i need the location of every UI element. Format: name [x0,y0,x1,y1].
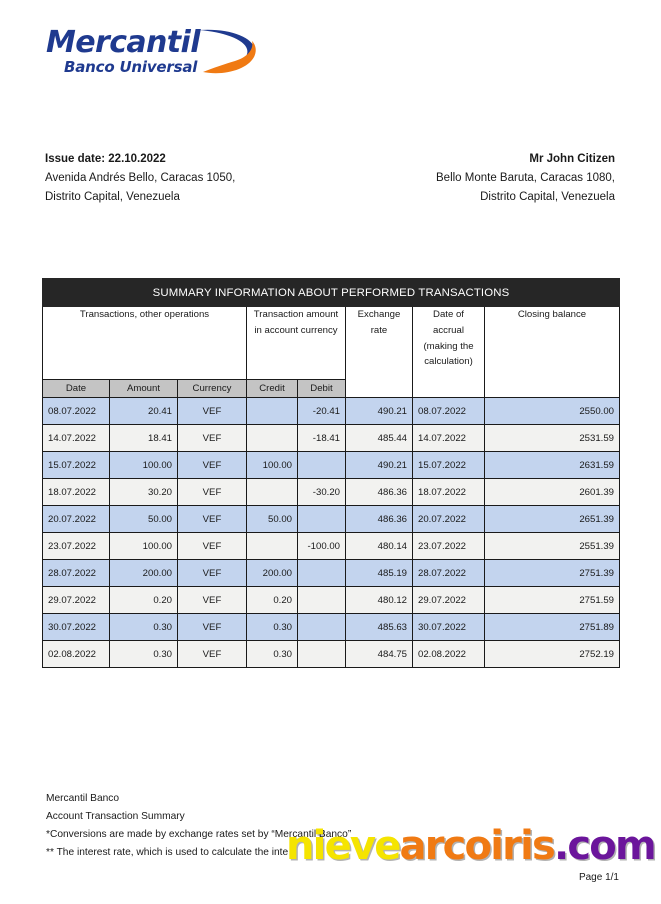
cell-credit: 100.00 [247,452,298,479]
recipient-name: Mr John Citizen [529,153,615,165]
cell-date-of-accrual: 14.07.2022 [413,425,485,452]
watermark-part-3: .com [554,823,655,869]
footer-note-interest-rate: ** The interest rate, which is used to calculate the inte [46,847,289,859]
issuer-address-line-1: Avenida Andrés Bello, Caracas 1050, [45,171,236,184]
cell-credit [247,398,298,425]
table-group-header-row [43,307,620,380]
recipient-address-line-2: Distrito Capital, Venezuela [480,190,615,203]
cell-date: 20.07.2022 [43,506,110,533]
table-row [43,533,620,560]
cell-currency: VEF [178,560,247,587]
cell-exchange-rate: 485.63 [346,614,413,641]
cell-debit: -18.41 [298,425,346,452]
cell-closing-balance: 2601.39 [485,479,620,506]
column-header-debit: Debit [298,380,346,398]
cell-date: 14.07.2022 [43,425,110,452]
recipient-address-line-1: Bello Monte Baruta, Caracas 1080, [436,171,615,184]
cell-debit: -100.00 [298,533,346,560]
cell-currency: VEF [178,479,247,506]
cell-date: 02.08.2022 [43,641,110,668]
cell-date-of-accrual: 20.07.2022 [413,506,485,533]
cell-closing-balance: 2751.39 [485,560,620,587]
cell-closing-balance: 2651.39 [485,506,620,533]
table-row [43,506,620,533]
cell-amount: 100.00 [110,533,178,560]
cell-debit: -30.20 [298,479,346,506]
cell-amount: 20.41 [110,398,178,425]
cell-currency: VEF [178,641,247,668]
cell-amount: 50.00 [110,506,178,533]
cell-closing-balance: 2752.19 [485,641,620,668]
footer-notes [46,790,606,863]
cell-date-of-accrual: 02.08.2022 [413,641,485,668]
cell-date-of-accrual: 30.07.2022 [413,614,485,641]
cell-date: 28.07.2022 [43,560,110,587]
cell-credit [247,533,298,560]
cell-currency: VEF [178,506,247,533]
cell-exchange-rate: 484.75 [346,641,413,668]
logo-subtext: Banco Universal [64,58,198,76]
cell-date: 08.07.2022 [43,398,110,425]
cell-credit: 0.30 [247,614,298,641]
table-row [43,398,620,425]
group-header-amount-account-currency: Transaction amount in account currency [247,307,346,380]
cell-date: 15.07.2022 [43,452,110,479]
cell-date-of-accrual: 08.07.2022 [413,398,485,425]
logo-swoosh-icon [197,26,261,78]
cell-credit: 0.30 [247,641,298,668]
cell-exchange-rate: 486.36 [346,506,413,533]
cell-exchange-rate: 480.14 [346,533,413,560]
issue-date: Issue date: 22.10.2022 [45,153,166,165]
cell-debit [298,614,346,641]
cell-exchange-rate: 490.21 [346,452,413,479]
cell-exchange-rate: 486.36 [346,479,413,506]
cell-currency: VEF [178,398,247,425]
column-header-credit: Credit [247,380,298,398]
footer-note-conversions: *Conversions are made by exchange rates set by “Mercantil Banco” [46,829,352,841]
cell-amount: 200.00 [110,560,178,587]
cell-credit: 0.20 [247,587,298,614]
cell-debit [298,452,346,479]
cell-date: 30.07.2022 [43,614,110,641]
cell-amount: 0.20 [110,587,178,614]
cell-date: 18.07.2022 [43,479,110,506]
cell-amount: 0.30 [110,641,178,668]
cell-debit: -20.41 [298,398,346,425]
recipient-block [436,150,615,207]
cell-closing-balance: 2631.59 [485,452,620,479]
cell-closing-balance: 2531.59 [485,425,620,452]
cell-exchange-rate: 485.44 [346,425,413,452]
cell-exchange-rate: 490.21 [346,398,413,425]
group-header-transactions: Transactions, other operations [43,307,247,380]
table-banner-row [43,279,620,307]
table-row [43,425,620,452]
cell-closing-balance: 2551.39 [485,533,620,560]
cell-credit [247,425,298,452]
cell-currency: VEF [178,614,247,641]
cell-currency: VEF [178,533,247,560]
table-row [43,560,620,587]
cell-credit: 50.00 [247,506,298,533]
table-row [43,614,620,641]
cell-date-of-accrual: 15.07.2022 [413,452,485,479]
cell-date-of-accrual: 23.07.2022 [413,533,485,560]
cell-currency: VEF [178,425,247,452]
bank-logo [46,25,296,90]
cell-amount: 18.41 [110,425,178,452]
table-row [43,479,620,506]
cell-date-of-accrual: 28.07.2022 [413,560,485,587]
column-header-date: Date [43,380,110,398]
cell-amount: 100.00 [110,452,178,479]
watermark-part-2: arcoiris [399,823,554,869]
transactions-table [42,278,620,668]
issuer-block [45,150,235,207]
cell-closing-balance: 2550.00 [485,398,620,425]
cell-debit [298,587,346,614]
transactions-table-body [43,398,620,668]
cell-date: 29.07.2022 [43,587,110,614]
cell-date: 23.07.2022 [43,533,110,560]
cell-currency: VEF [178,587,247,614]
cell-closing-balance: 2751.89 [485,614,620,641]
cell-exchange-rate: 480.12 [346,587,413,614]
cell-debit [298,560,346,587]
column-header-closing-balance: Closing balance [485,307,620,398]
table-row [43,452,620,479]
cell-closing-balance: 2751.59 [485,587,620,614]
table-title: SUMMARY INFORMATION ABOUT PERFORMED TRANSACTIONS [43,279,620,307]
cell-amount: 30.20 [110,479,178,506]
table-row [43,641,620,668]
issuer-address-line-2: Distrito Capital, Venezuela [45,190,180,203]
cell-debit [298,506,346,533]
cell-exchange-rate: 485.19 [346,560,413,587]
table-row [43,587,620,614]
column-header-amount: Amount [110,380,178,398]
cell-credit [247,479,298,506]
cell-debit [298,641,346,668]
footer-document-type: Account Transaction Summary [46,811,185,823]
cell-amount: 0.30 [110,614,178,641]
column-header-exchange-rate: Exchange rate [346,307,413,398]
cell-date-of-accrual: 29.07.2022 [413,587,485,614]
page-number: Page 1/1 [578,872,619,883]
footer-bank-name: Mercantil Banco [46,793,120,804]
logo-wordmark: Mercantil [46,25,200,60]
cell-credit: 200.00 [247,560,298,587]
cell-currency: VEF [178,452,247,479]
column-header-currency: Currency [178,380,247,398]
document-header [45,150,615,207]
cell-date-of-accrual: 18.07.2022 [413,479,485,506]
watermark-part-1: nieve [286,823,400,869]
column-header-date-of-accrual: Date of accrual (making the calculation) [413,307,485,398]
